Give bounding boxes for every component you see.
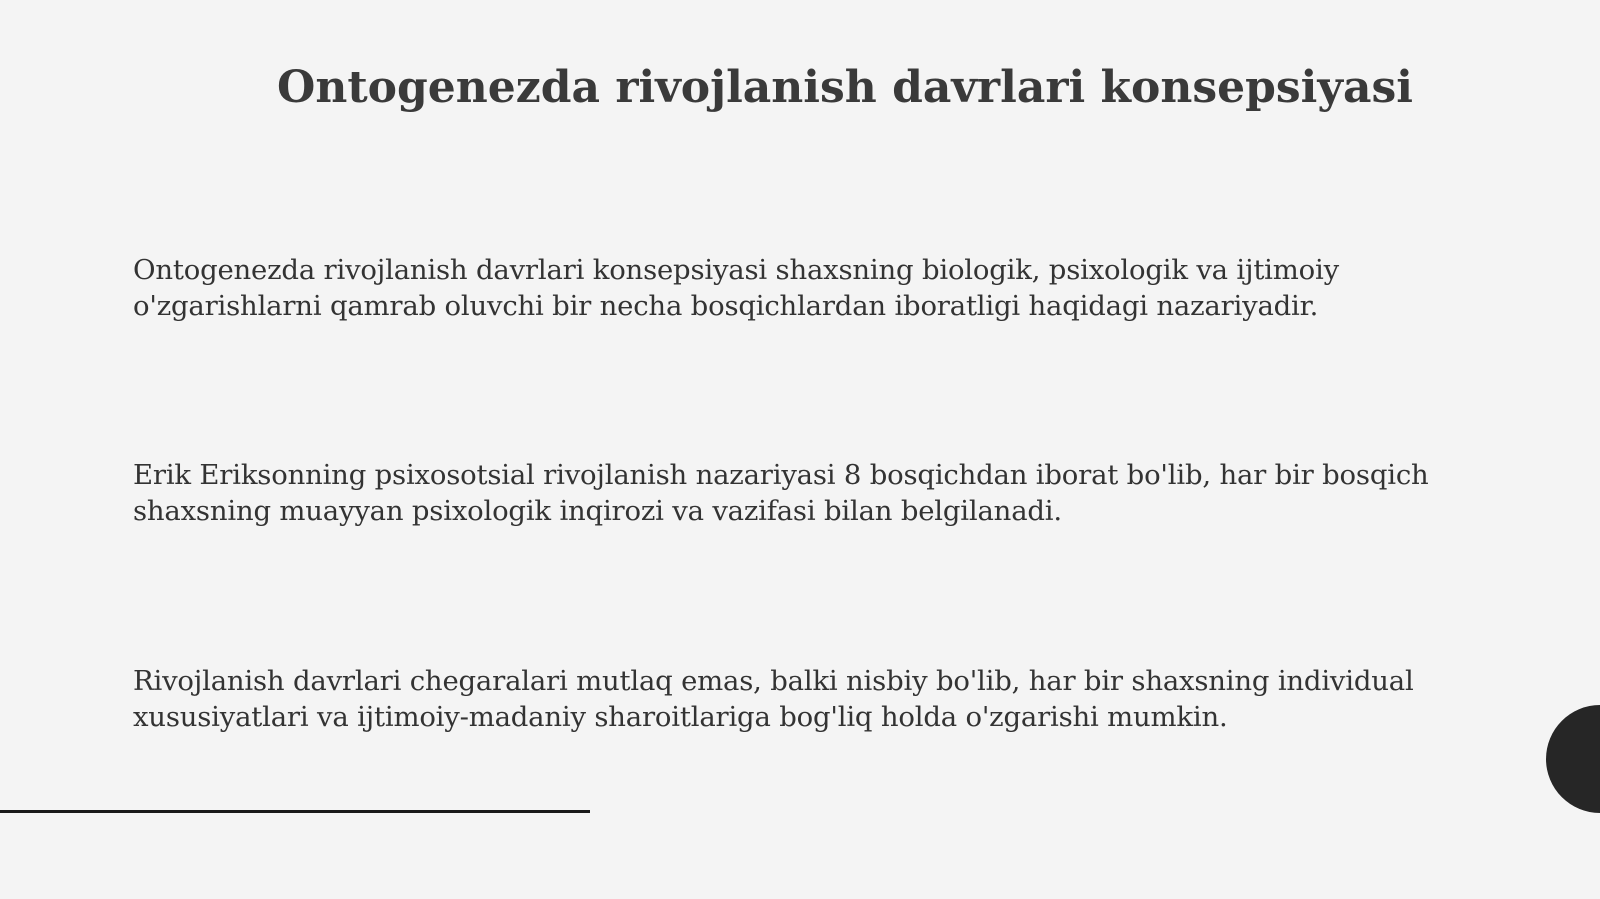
- paragraph-ontogenesis-concept: [133, 252, 1533, 324]
- decorative-divider-line: [0, 810, 590, 813]
- paragraph-line: Ontogenezda rivojlanish davrlari konsepsiyasi shaxsning biologik, psixologik va ijtimoiy: [133, 254, 1339, 286]
- paragraph-line: Rivojlanish davrlari chegaralari mutlaq emas, balki nisbiy bo'lib, har bir shaxsning individual: [133, 665, 1414, 697]
- paragraph-line: Erik Eriksonning psixosotsial rivojlanish nazariyasi 8 bosqichdan iborat bo'lib, har bir bosqich: [133, 459, 1429, 491]
- paragraph-line: xususiyatlari va ijtimoiy-madaniy sharoitlariga bog'liq holda o'zgarishi mumkin.: [133, 701, 1228, 733]
- paragraph-period-boundaries: [133, 663, 1533, 735]
- paragraph-line: o'zgarishlarni qamrab oluvchi bir necha bosqichlardan iboratligi haqidagi nazariyadir.: [133, 290, 1319, 322]
- decorative-half-circle: [1546, 705, 1600, 813]
- slide-title: Ontogenezda rivojlanish davrlari konsepsiyasi: [277, 62, 1413, 113]
- paragraph-erikson-theory: [133, 457, 1533, 529]
- paragraph-line: shaxsning muayyan psixologik inqirozi va vazifasi bilan belgilanadi.: [133, 495, 1062, 527]
